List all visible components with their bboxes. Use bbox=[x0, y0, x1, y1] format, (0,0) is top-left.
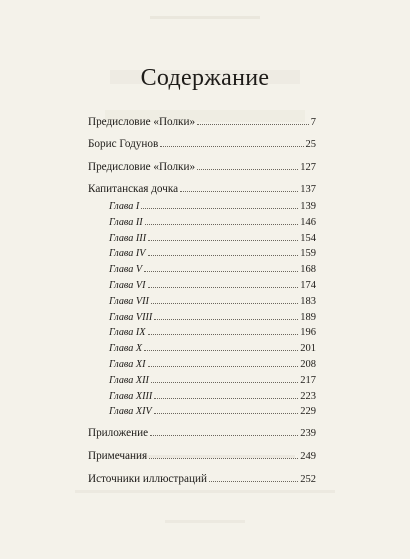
toc-page-number: 223 bbox=[300, 390, 316, 402]
toc-chapter-entry[interactable] bbox=[88, 312, 316, 328]
dot-leader bbox=[148, 255, 299, 256]
toc-entry-label: Предисловие «Полки» bbox=[88, 116, 196, 128]
dot-leader bbox=[160, 146, 303, 147]
dot-leader bbox=[197, 169, 298, 170]
toc-page-number: 139 bbox=[300, 201, 316, 212]
toc-chapter-entry[interactable] bbox=[88, 201, 316, 217]
toc-chapter-entry[interactable] bbox=[88, 217, 316, 233]
toc-page-number: 127 bbox=[300, 162, 316, 173]
dot-leader bbox=[148, 334, 299, 335]
toc-entry-label: Глава XII bbox=[109, 374, 149, 386]
toc-entry-label: Предисловие «Полки» bbox=[88, 161, 196, 173]
toc-entry-label: Глава II bbox=[109, 216, 143, 228]
toc-page-number: 196 bbox=[300, 327, 316, 339]
toc-entry-label: Глава VIII bbox=[109, 311, 153, 323]
dot-leader bbox=[197, 124, 309, 125]
toc-entry[interactable] bbox=[88, 161, 316, 179]
toc-chapter-entry[interactable] bbox=[88, 359, 316, 375]
show-through-smudge bbox=[165, 520, 245, 523]
toc-entry-label: Глава XIII bbox=[109, 390, 153, 402]
dot-leader bbox=[154, 319, 298, 320]
toc-page-number: 201 bbox=[300, 343, 316, 355]
page-title: Содержание bbox=[140, 65, 270, 91]
toc-entry-label: Капитанская дочка bbox=[88, 183, 179, 195]
toc-page-number: 159 bbox=[300, 248, 316, 260]
toc-entry-label: Борис Годунов bbox=[88, 138, 159, 150]
toc-entry-label: Глава XI bbox=[109, 358, 146, 370]
toc-page-number: 217 bbox=[300, 374, 316, 386]
toc-page-number: 146 bbox=[300, 216, 316, 228]
dot-leader bbox=[148, 287, 299, 288]
toc-entry-label: Глава IV bbox=[109, 248, 146, 260]
dot-leader bbox=[149, 458, 298, 459]
toc-page-number: 229 bbox=[300, 406, 316, 418]
toc-entry-label: Глава VII bbox=[109, 295, 149, 307]
toc-chapter-entry[interactable] bbox=[88, 296, 316, 312]
dot-leader bbox=[151, 382, 298, 383]
toc-entry-label: Глава III bbox=[109, 232, 147, 244]
toc-entry[interactable] bbox=[88, 138, 316, 156]
dot-leader bbox=[144, 271, 298, 272]
dot-leader bbox=[150, 435, 298, 436]
toc-entry-label: Глава X bbox=[109, 343, 143, 355]
toc-page-number: 208 bbox=[300, 358, 316, 370]
toc-page-number: 239 bbox=[300, 428, 316, 440]
toc-chapter-entry[interactable] bbox=[88, 343, 316, 359]
toc-entry[interactable] bbox=[88, 450, 316, 468]
dot-leader bbox=[148, 240, 298, 241]
toc-page-number: 252 bbox=[300, 474, 316, 486]
toc-entry-label: Глава XIV bbox=[109, 406, 152, 418]
toc-page-number: 168 bbox=[300, 264, 316, 276]
toc-page-number: 189 bbox=[300, 311, 316, 323]
dot-leader bbox=[148, 366, 299, 367]
toc-page-number: 25 bbox=[305, 139, 316, 150]
toc-chapter-entry[interactable] bbox=[88, 375, 316, 391]
toc-page-number: 154 bbox=[300, 232, 316, 244]
toc-page-number: 137 bbox=[300, 184, 316, 195]
dot-leader bbox=[209, 481, 298, 482]
dot-leader bbox=[141, 208, 298, 209]
toc-entry-label: Приложение bbox=[88, 427, 149, 440]
toc-entry-label: Глава V bbox=[109, 264, 143, 276]
toc-entry-label: Глава IX bbox=[109, 327, 146, 339]
toc-page-number: 183 bbox=[300, 295, 316, 307]
table-of-contents bbox=[88, 116, 316, 491]
toc-entry[interactable] bbox=[88, 427, 316, 445]
show-through-smudge bbox=[150, 16, 260, 19]
toc-chapter-entry[interactable] bbox=[88, 280, 316, 296]
dot-leader bbox=[145, 224, 299, 225]
toc-chapter-entry[interactable] bbox=[88, 391, 316, 407]
toc-page-number: 249 bbox=[300, 451, 316, 463]
toc-chapter-entry[interactable] bbox=[88, 248, 316, 264]
dot-leader bbox=[144, 350, 298, 351]
toc-entry[interactable] bbox=[88, 116, 316, 134]
toc-page-number: 174 bbox=[300, 279, 316, 291]
dot-leader bbox=[154, 413, 299, 414]
dot-leader bbox=[151, 303, 298, 304]
toc-entry-label: Примечания bbox=[88, 450, 148, 463]
dot-leader bbox=[180, 191, 298, 192]
toc-entry[interactable] bbox=[88, 183, 316, 201]
toc-chapter-entry[interactable] bbox=[88, 327, 316, 343]
toc-entry-label: Глава I bbox=[109, 201, 140, 212]
dot-leader bbox=[154, 398, 298, 399]
toc-entry-label: Источники иллюстраций bbox=[88, 473, 207, 486]
toc-entry-label: Глава VI bbox=[109, 279, 146, 291]
toc-chapter-entry[interactable] bbox=[88, 406, 316, 422]
toc-entry[interactable] bbox=[88, 473, 316, 491]
toc-chapter-entry[interactable] bbox=[88, 233, 316, 249]
toc-page-number: 7 bbox=[310, 117, 316, 128]
toc-chapter-entry[interactable] bbox=[88, 264, 316, 280]
